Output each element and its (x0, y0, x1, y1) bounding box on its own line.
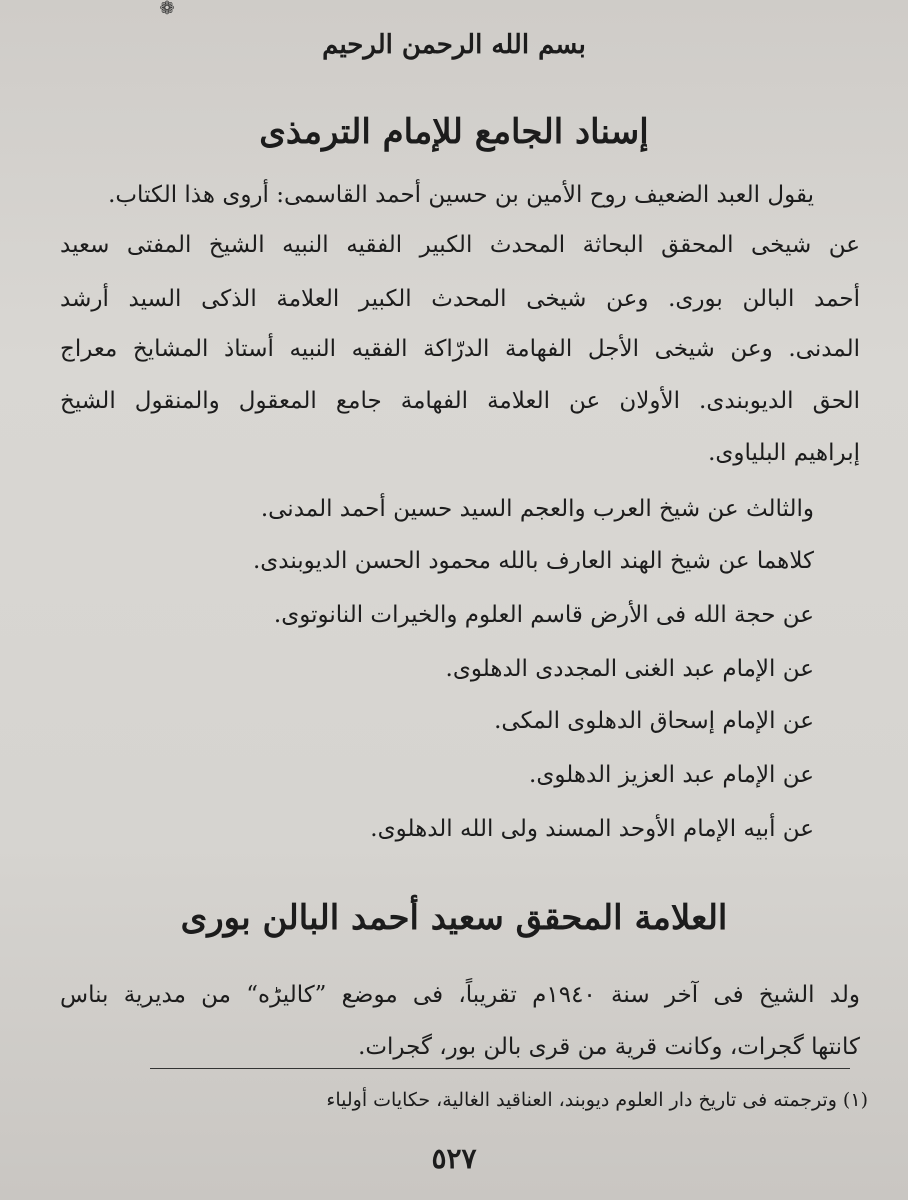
footnote: (١) وترجمته فى تاريخ دار العلوم ديوبند، العناقيد الغالية، حكايات أولياء (326, 1089, 868, 1111)
paragraph-line: أحمد البالن بورى. وعن شيخى المحدث الكبير العلامة الذكى السيد أرشد (60, 286, 860, 312)
chain-line: عن الإمام عبد الغنى المجددى الدهلوى. (445, 656, 814, 682)
chain-line: عن حجة الله فى الأرض قاسم العلوم والخيرات النانوتوى. (273, 602, 814, 628)
chain-line: كلاهما عن شيخ الهند العارف بالله محمود الحسن الديوبندى. (252, 548, 814, 574)
paragraph-line: إبراهيم البلياوى. (708, 440, 860, 466)
paragraph-line: الحق الديوبندى. الأولان عن العلامة الفهامة جامع المعقول والمنقول الشيخ (60, 388, 860, 414)
ornament-icon: ❁ (159, 0, 175, 19)
paragraph-line: المدنى. وعن شيخى الأجل الفهامة الدرّاكة الفقيه النبيه أستاذ المشايخ معراج (60, 336, 860, 362)
basmala: بسم الله الرحمن الرحيم (322, 30, 586, 60)
section-title-isnad: إسناد الجامع للإمام الترمذى (259, 112, 649, 152)
section-title-biography: العلامة المحقق سعيد أحمد البالن بورى (180, 898, 728, 938)
chain-line: عن أبيه الإمام الأوحد المسند ولى الله الدهلوى. (370, 816, 814, 842)
chain-line: والثالث عن شيخ العرب والعجم السيد حسين أحمد المدنى. (260, 496, 814, 522)
paragraph-line: يقول العبد الضعيف روح الأمين بن حسين أحمد القاسمى: أروى هذا الكتاب. (108, 182, 814, 208)
chain-line: عن الإمام عبد العزيز الدهلوى. (529, 762, 814, 788)
paragraph-line: كانتها گجرات، وكانت قرية من قرى بالن بور، گجرات. (358, 1034, 860, 1060)
chain-line: عن الإمام إسحاق الدهلوى المكى. (494, 708, 814, 734)
divider (150, 1068, 850, 1069)
page-number: ٥٢٧ (431, 1142, 477, 1175)
paragraph-line: ولد الشيخ فى آخر سنة ١٩٤٠م تقريباً، فى موضع ”كاليڑه“ من مديرية بناس (60, 982, 860, 1008)
paragraph-line: عن شيخى المحقق البحاثة المحدث الكبير الفقيه النبيه الشيخ المفتى سعيد (60, 232, 860, 258)
